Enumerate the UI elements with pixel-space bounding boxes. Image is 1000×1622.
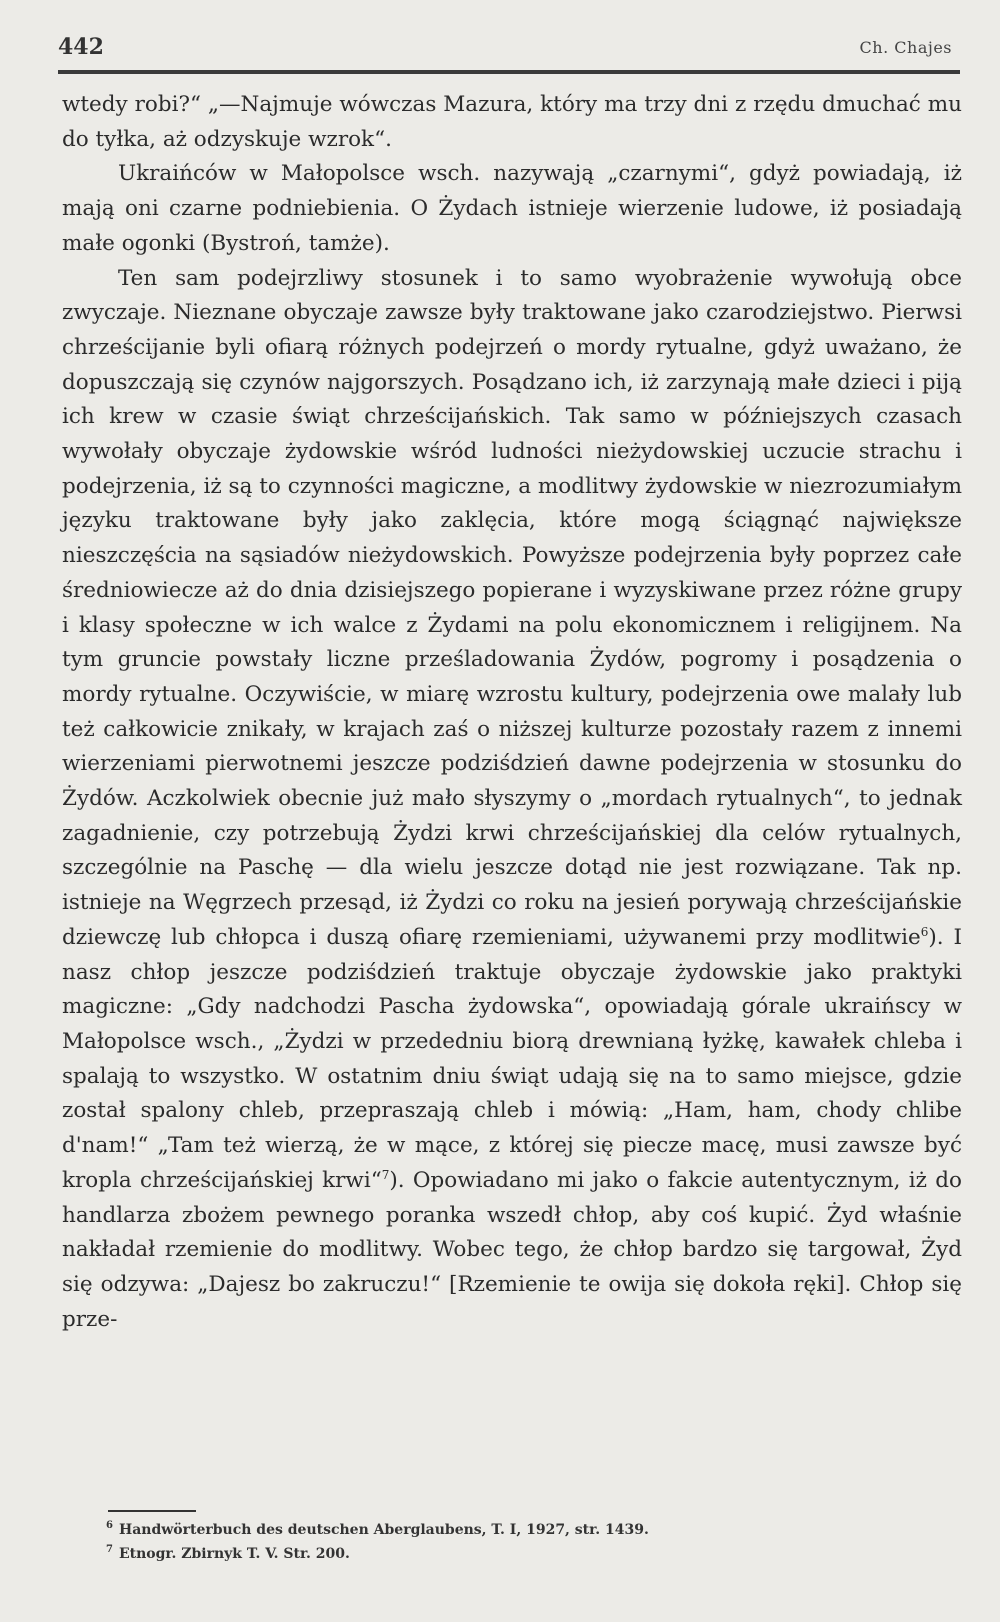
footnote-ref-6: 6 — [920, 924, 929, 939]
header-rule — [58, 70, 960, 74]
footnote-number: 6 — [106, 1520, 113, 1532]
paragraph-3 — [62, 262, 962, 1338]
paragraph-2: Ukraińców w Małopolsce wsch. nazywają „czarnymi“, gdyż powiadają, iż mają oni czarne podniebienia. O Żydach istnieje wierzenie ludowe, iż posiadają małe ogonki (Bystroń, tamże). — [62, 161, 962, 256]
footnote-text: Etnogr. Zbirnyk T. V. Str. 200. — [118, 1546, 350, 1562]
paragraph-3-part-1: Ten sam podejrzliwy stosunek i to samo wyobrażenie wywołują obce zwyczaje. Nieznane obyczaje zawsze były traktowane jako czarodziejstwo. Pierwsi chrześcijanie byli ofiarą różnych podejrzeń o mordy rytualne, gdyż uważano, że dopuszczają się czynów najgorszych. Posądzano ich, iż zarzynają małe dzieci i piją ich krew w czasie świąt chrześcijańskich. Tak samo w późniejszych czasach wywołały obyczaje żydowskie wśród ludności nieżydowskiej uczucie strachu i podejrzenia, iż są to czynności magiczne, a modlitwy żydowskie w niezrozumiałym języku traktowane były jako zaklęcia, które mogą ściągnąć największe nieszczęścia na sąsiadów nieżydowskich. Powyższe podejrzenia były poprzez całe średniowiecze aż do dnia dzisiejszego popierane i wyzyskiwane przez różne grupy i klasy społeczne w ich walce z Żydami na polu ekonomicznem i religijnem. Na tym gruncie powstały liczne prześladowania Żydów, pogromy i posądzenia o mordy rytualne. Oczywiście, w miarę wzrostu kultury, podejrzenia owe malały lub też całkowicie znikały, w krajach zaś o niższej kulturze pozostały razem z innemi wierzeniami pierwotnemi jeszcze podziśdzień dawne podejrzenia w stosunku do Żydów. Aczkolwiek obecnie już mało słyszymy o „mordach rytualnych“, to jednak zagadnienie, czy potrzebują Żydzi krwi chrześcijańskiej dla celów rytualnych, szczególnie na Paschę — dla wielu jeszcze dotąd nie jest rozwiązane. Tak np. istnieje na Węgrzech przesąd, iż Żydzi co roku na jesień porywają chrześcijańskie dziewczę lub chłopca i duszą ofiarę rzemieniami, używanemi przy modlitwie — [62, 265, 962, 950]
page-number: 442 — [58, 34, 104, 60]
paragraph-3-part-2: ). I nasz chłop jeszcze podziśdzień traktuje obyczaje żydowskie jako praktyki magiczne: „Gdy nadchodzi Pascha żydowska“, opowiadają górale ukraińscy w Małopolsce wsch., „Żydzi w przededniu biorą drewnianą łyżkę, kawałek chleba i spalają to wszystko. W ostatnim dniu świąt udają się na to samo miejsce, gdzie został spalony chleb, przepraszają chleb i mówią: „Ham, ham, chody chlibe d'nam!“ „Tam też wierzą, że w mące, z której się piecze macę, musi zawsze być kropla chrześcijańskiej krwi“ — [62, 924, 962, 1193]
paragraph-1: wtedy robi?“ „—Najmuje wówczas Mazura, który ma trzy dni z rzędu dmuchać mu do tyłka, aż odzyskuje wzrok“. — [62, 92, 962, 152]
footnotes — [106, 1518, 926, 1566]
footnote-rule — [108, 1510, 196, 1512]
footnote-text: Handwörterbuch des deutschen Aberglaubens, T. I, 1927, str. 1439. — [118, 1522, 649, 1538]
running-head: Ch. Chajes — [859, 38, 952, 57]
body-text — [62, 88, 962, 1337]
footnote-7 — [106, 1542, 926, 1566]
footnote-ref-7: 7 — [381, 1167, 390, 1182]
footnote-6 — [106, 1518, 926, 1542]
page-header — [58, 30, 952, 66]
paragraph-3-part-3: ). Opowiadano mi jako o fakcie autentycznym, iż do handlarza zbożem pewnego poranka wszedł chłop, aby coś kupić. Żyd właśnie nakładał rzemienie do modlitwy. Wobec tego, że chłop bardzo się targował, Żyd się odzywa: „Dajesz bo zakruczu!“ [Rzemienie te owija się dokoła ręki]. Chłop się prze- — [62, 1167, 962, 1332]
footnote-number: 7 — [106, 1544, 113, 1556]
